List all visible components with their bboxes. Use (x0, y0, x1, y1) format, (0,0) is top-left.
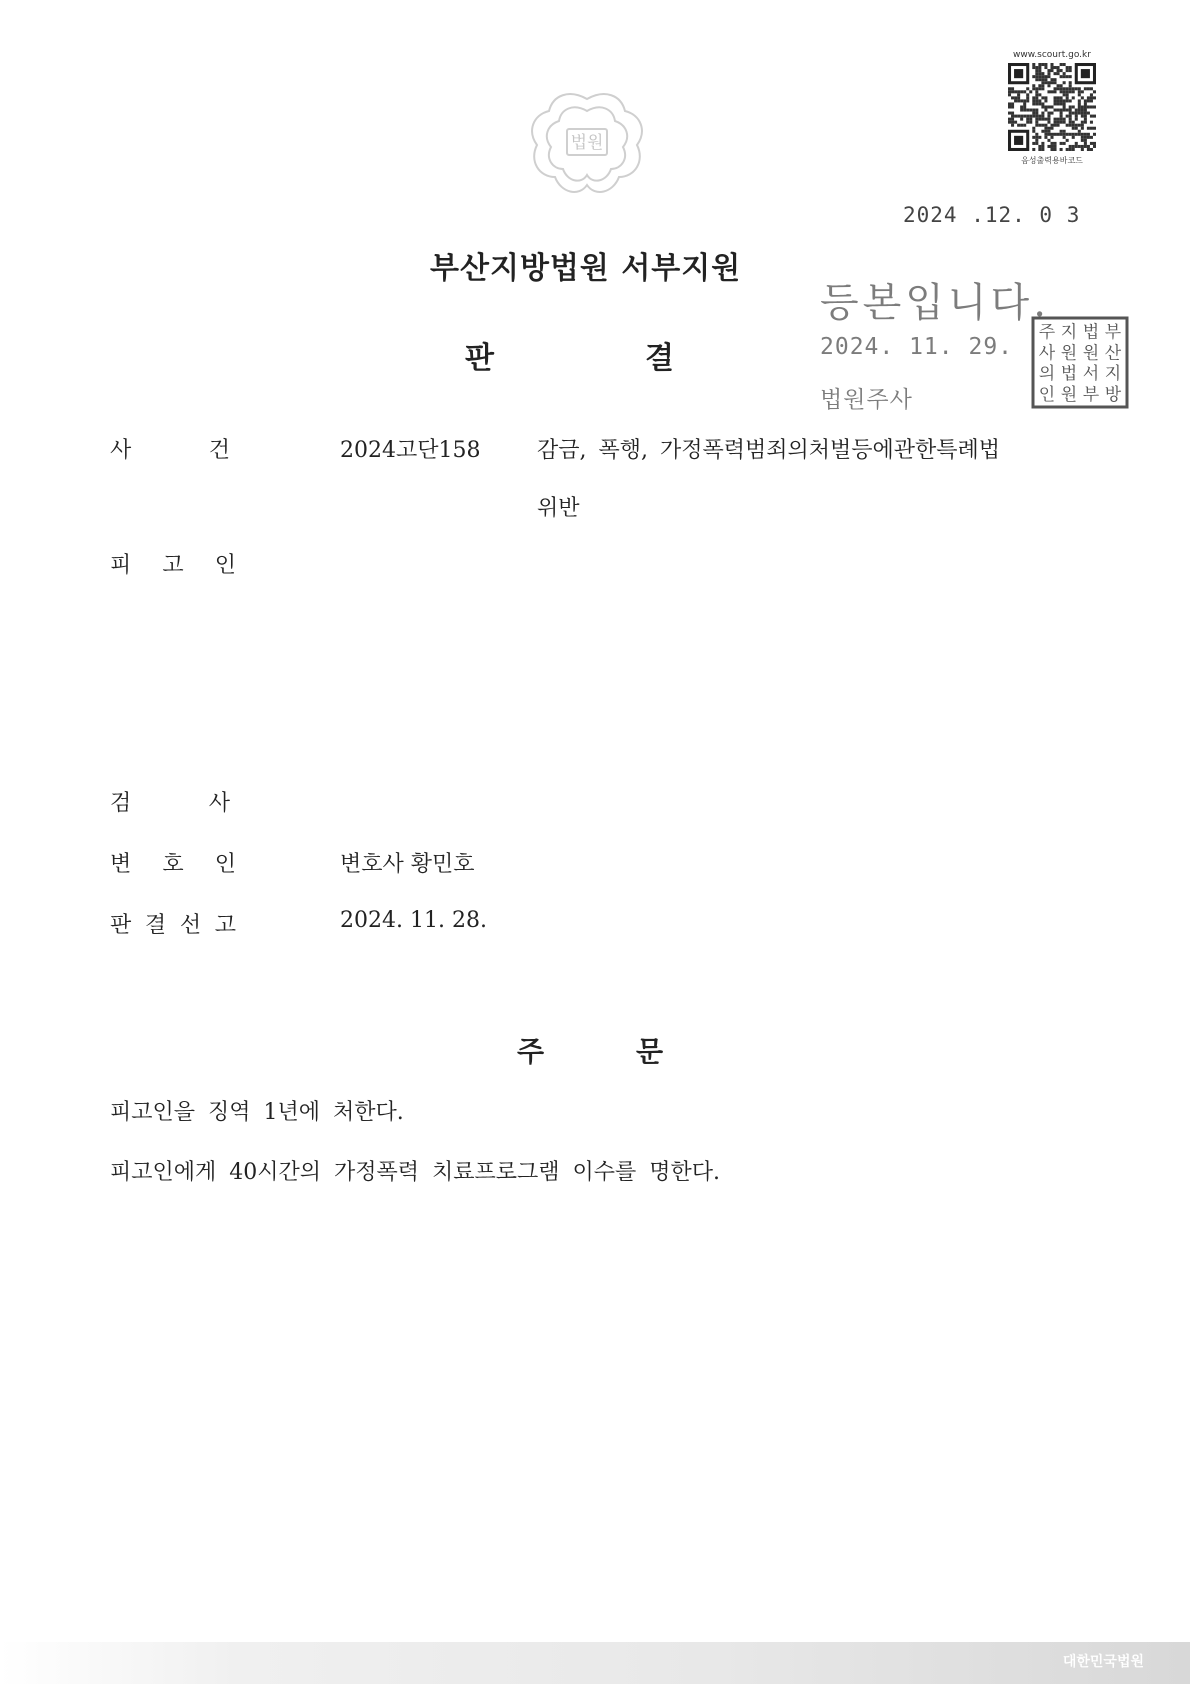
counsel-name: 변호사 황민호 (340, 852, 475, 877)
footer-text: 대한민국법원 (1062, 1654, 1144, 1670)
svg-text:방: 방 (1104, 384, 1122, 405)
defendant-label-char: 피 (110, 553, 132, 578)
document-title-char-1: 판 (465, 341, 494, 376)
prosecutor-label-char: 사 (208, 791, 230, 816)
counsel-label-char: 변 (110, 852, 132, 877)
prosecutor-label (110, 786, 230, 817)
svg-text:법: 법 (1082, 322, 1100, 343)
svg-text:지: 지 (1060, 322, 1078, 343)
footer-band (0, 1642, 1190, 1684)
order-title-char-1: 주 (517, 1035, 545, 1068)
svg-text:서: 서 (1082, 364, 1100, 385)
sentencing-label-char: 결 (144, 913, 167, 938)
svg-text:인: 인 (1038, 384, 1056, 405)
sentencing-label-char: 판 (110, 913, 132, 938)
svg-text:원: 원 (1060, 384, 1078, 405)
case-label-char: 사 (110, 438, 132, 463)
document-title-char-2: 결 (645, 341, 674, 376)
order-title-char-2: 문 (636, 1035, 664, 1068)
svg-text:법: 법 (1060, 364, 1078, 385)
sentencing-label (110, 908, 236, 939)
counsel-label-char: 인 (214, 852, 236, 877)
case-charges-line-1: 감금, 폭행, 가정폭력범죄의처벌등에관한특례법 (537, 438, 1001, 463)
svg-text:부: 부 (1104, 322, 1122, 343)
qr-code-icon (1008, 63, 1096, 151)
sentencing-label-char: 선 (179, 913, 202, 938)
order-line-1: 피고인을 징역 1년에 처한다. (110, 1100, 404, 1125)
certification-date: 2024. 11. 29. (820, 334, 1014, 360)
svg-text:의: 의 (1038, 364, 1056, 385)
qr-url: www.scourt.go.kr (1013, 50, 1091, 60)
court-seal-icon (525, 85, 649, 201)
issue-date: 2024 .12. 0 3 (903, 203, 1081, 227)
svg-text:원: 원 (1082, 343, 1100, 364)
order-line-2: 피고인에게 40시간의 가정폭력 치료프로그램 이수를 명한다. (110, 1160, 721, 1185)
case-label-char: 건 (208, 438, 230, 463)
sentencing-date: 2024. 11. 28. (340, 908, 487, 933)
court-name: 부산지방법원 서부지원 (430, 251, 742, 286)
svg-text:부: 부 (1082, 384, 1100, 405)
defendant-label-char: 인 (214, 553, 236, 578)
seal-text: 법원 (570, 133, 604, 153)
case-number: 2024고단158 (340, 438, 481, 463)
sentencing-label-char: 고 (214, 913, 236, 938)
svg-text:주: 주 (1038, 322, 1056, 343)
defendant-label (110, 548, 236, 579)
defendant-label-char: 고 (162, 553, 184, 578)
certification-officer: 법원주사 (820, 387, 913, 413)
certification-stamp-icon (1030, 315, 1130, 410)
svg-text:지: 지 (1104, 364, 1122, 385)
counsel-label (110, 847, 236, 878)
svg-text:원: 원 (1060, 343, 1078, 364)
qr-caption: 음성출력용바코드 (1021, 156, 1083, 165)
svg-text:산: 산 (1104, 343, 1122, 364)
case-label (110, 433, 230, 464)
prosecutor-label-char: 검 (110, 791, 132, 816)
svg-text:사: 사 (1038, 343, 1056, 364)
qr-code-block (1002, 50, 1102, 170)
certified-copy-text: 등본입니다. (820, 280, 1050, 326)
case-charges-line-2: 위반 (537, 496, 580, 521)
counsel-label-char: 호 (162, 852, 184, 877)
